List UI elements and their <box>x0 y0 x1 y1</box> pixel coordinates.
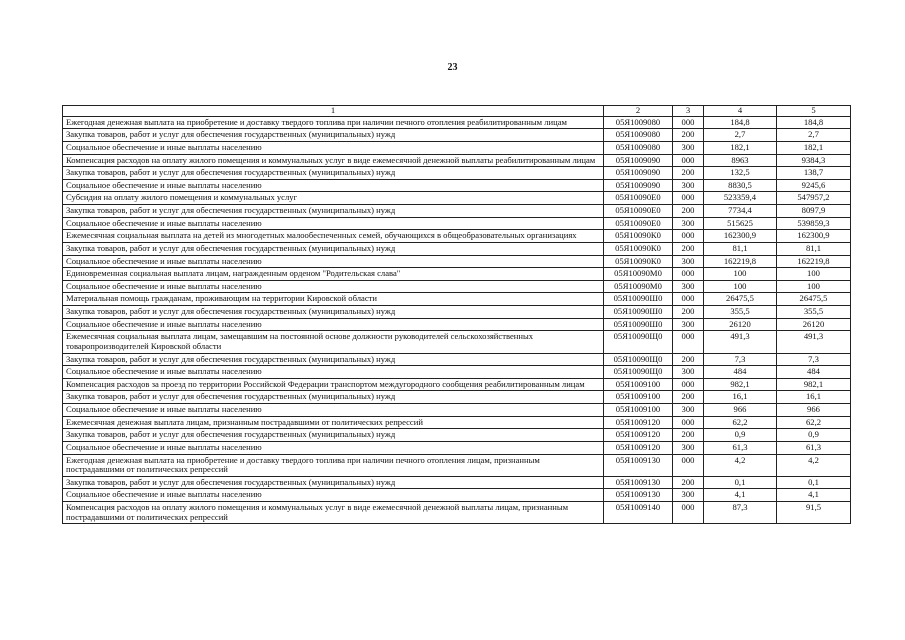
row-type-cell: 000 <box>673 378 704 391</box>
row-type-cell: 000 <box>673 416 704 429</box>
table-body <box>63 116 851 524</box>
row-value-2-cell: 9384,3 <box>777 154 851 167</box>
table-row <box>63 179 851 192</box>
row-value-1-cell: 7734,4 <box>704 205 777 218</box>
row-value-1-cell: 0,9 <box>704 429 777 442</box>
row-code-cell: 05Я10090Е0 <box>604 192 673 205</box>
row-value-1-cell: 100 <box>704 280 777 293</box>
row-name-cell: Социальное обеспечение и иные выплаты населению <box>63 179 604 192</box>
table-row <box>63 129 851 142</box>
table-row <box>63 331 851 353</box>
row-type-cell: 300 <box>673 280 704 293</box>
row-value-1-cell: 7,3 <box>704 353 777 366</box>
row-value-1-cell: 966 <box>704 404 777 417</box>
row-value-2-cell: 162219,8 <box>777 255 851 268</box>
row-name-cell: Материальная помощь гражданам, проживающим на территории Кировской области <box>63 293 604 306</box>
table-row <box>63 404 851 417</box>
row-value-1-cell: 4,2 <box>704 454 777 476</box>
row-code-cell: 05Я1009120 <box>604 429 673 442</box>
row-name-cell: Ежегодная денежная выплата на приобретение и доставку твердого топлива при наличии печного отопления лицам, признанным пострадавшими от политических репрессий <box>63 454 604 476</box>
row-code-cell: 05Я10090К0 <box>604 255 673 268</box>
table-row <box>63 141 851 154</box>
row-type-cell: 300 <box>673 179 704 192</box>
row-value-2-cell: 966 <box>777 404 851 417</box>
row-type-cell: 300 <box>673 141 704 154</box>
row-name-cell: Единовременная социальная выплата лицам, награжденным орденом "Родительская слава" <box>63 268 604 281</box>
row-name-cell: Ежемесячная денежная выплата лицам, признанным пострадавшими от политических репрессий <box>63 416 604 429</box>
row-value-1-cell: 182,1 <box>704 141 777 154</box>
row-code-cell: 05Я10090М0 <box>604 268 673 281</box>
row-type-cell: 000 <box>673 230 704 243</box>
row-value-2-cell: 982,1 <box>777 378 851 391</box>
header-cell-value-2: 5 <box>777 106 851 117</box>
row-value-2-cell: 61,3 <box>777 441 851 454</box>
row-value-1-cell: 162219,8 <box>704 255 777 268</box>
table-row <box>63 167 851 180</box>
row-type-cell: 000 <box>673 268 704 281</box>
row-value-1-cell: 62,2 <box>704 416 777 429</box>
row-value-1-cell: 26475,5 <box>704 293 777 306</box>
row-value-2-cell: 16,1 <box>777 391 851 404</box>
row-value-2-cell: 484 <box>777 366 851 379</box>
row-code-cell: 05Я1009090 <box>604 167 673 180</box>
table-row <box>63 205 851 218</box>
row-type-cell: 300 <box>673 366 704 379</box>
row-name-cell: Закупка товаров, работ и услуг для обеспечения государственных (муниципальных) нужд <box>63 129 604 142</box>
row-code-cell: 05Я1009100 <box>604 378 673 391</box>
row-value-1-cell: 16,1 <box>704 391 777 404</box>
row-value-2-cell: 355,5 <box>777 306 851 319</box>
row-type-cell: 300 <box>673 255 704 268</box>
row-value-2-cell: 138,7 <box>777 167 851 180</box>
row-name-cell: Социальное обеспечение и иные выплаты населению <box>63 366 604 379</box>
table-row <box>63 391 851 404</box>
table-row <box>63 489 851 502</box>
table-row <box>63 416 851 429</box>
header-cell-type: 3 <box>673 106 704 117</box>
row-type-cell: 300 <box>673 489 704 502</box>
row-code-cell: 05Я1009100 <box>604 404 673 417</box>
row-value-2-cell: 81,1 <box>777 242 851 255</box>
table-row <box>63 255 851 268</box>
row-value-2-cell: 182,1 <box>777 141 851 154</box>
row-name-cell: Социальное обеспечение и иные выплаты населению <box>63 280 604 293</box>
row-type-cell: 200 <box>673 242 704 255</box>
row-type-cell: 000 <box>673 331 704 353</box>
row-type-cell: 000 <box>673 154 704 167</box>
header-row <box>63 106 851 117</box>
row-code-cell: 05Я10090Щ0 <box>604 331 673 353</box>
row-value-1-cell: 8963 <box>704 154 777 167</box>
table-row <box>63 192 851 205</box>
row-value-2-cell: 100 <box>777 268 851 281</box>
row-value-1-cell: 162300,9 <box>704 230 777 243</box>
table-row <box>63 154 851 167</box>
row-value-1-cell: 2,7 <box>704 129 777 142</box>
table-row <box>63 242 851 255</box>
row-value-1-cell: 484 <box>704 366 777 379</box>
table-row <box>63 454 851 476</box>
row-type-cell: 200 <box>673 476 704 489</box>
row-value-1-cell: 81,1 <box>704 242 777 255</box>
row-type-cell: 200 <box>673 391 704 404</box>
row-value-2-cell: 0,9 <box>777 429 851 442</box>
row-name-cell: Социальное обеспечение и иные выплаты населению <box>63 318 604 331</box>
row-value-2-cell: 91,5 <box>777 502 851 524</box>
row-value-2-cell: 26120 <box>777 318 851 331</box>
row-code-cell: 05Я1009140 <box>604 502 673 524</box>
row-type-cell: 000 <box>673 502 704 524</box>
table-row <box>63 217 851 230</box>
row-value-2-cell: 4,1 <box>777 489 851 502</box>
row-value-1-cell: 26120 <box>704 318 777 331</box>
row-value-2-cell: 8097,9 <box>777 205 851 218</box>
row-type-cell: 200 <box>673 429 704 442</box>
row-name-cell: Социальное обеспечение и иные выплаты населению <box>63 217 604 230</box>
row-name-cell: Компенсация расходов за проезд по территории Российской Федерации транспортом междугородного сообщения реабилитированным лицам <box>63 378 604 391</box>
budget-table <box>62 105 851 524</box>
row-code-cell: 05Я10090Щ0 <box>604 366 673 379</box>
row-code-cell: 05Я10090К0 <box>604 230 673 243</box>
row-type-cell: 300 <box>673 318 704 331</box>
row-name-cell: Закупка товаров, работ и услуг для обеспечения государственных (муниципальных) нужд <box>63 205 604 218</box>
row-code-cell: 05Я1009130 <box>604 489 673 502</box>
row-value-1-cell: 100 <box>704 268 777 281</box>
row-code-cell: 05Я1009090 <box>604 179 673 192</box>
table-row <box>63 116 851 129</box>
row-value-1-cell: 184,8 <box>704 116 777 129</box>
header-cell-value-1: 4 <box>704 106 777 117</box>
row-value-2-cell: 2,7 <box>777 129 851 142</box>
row-name-cell: Закупка товаров, работ и услуг для обеспечения государственных (муниципальных) нужд <box>63 353 604 366</box>
table-row <box>63 502 851 524</box>
row-value-1-cell: 982,1 <box>704 378 777 391</box>
row-value-2-cell: 539859,3 <box>777 217 851 230</box>
row-value-2-cell: 62,2 <box>777 416 851 429</box>
row-value-1-cell: 0,1 <box>704 476 777 489</box>
row-code-cell: 05Я1009130 <box>604 476 673 489</box>
row-name-cell: Компенсация расходов на оплату жилого помещения и коммунальных услуг в виде ежемесячной денежной выплаты реабилитированным лицам <box>63 154 604 167</box>
row-code-cell: 05Я10090К0 <box>604 242 673 255</box>
row-name-cell: Ежегодная денежная выплата на приобретение и доставку твердого топлива при наличии печного отопления реабилитированным лицам <box>63 116 604 129</box>
row-code-cell: 05Я10090Щ0 <box>604 353 673 366</box>
row-name-cell: Субсидия на оплату жилого помещения и коммунальных услуг <box>63 192 604 205</box>
row-name-cell: Закупка товаров, работ и услуг для обеспечения государственных (муниципальных) нужд <box>63 476 604 489</box>
row-name-cell: Закупка товаров, работ и услуг для обеспечения государственных (муниципальных) нужд <box>63 391 604 404</box>
row-code-cell: 05Я10090Ш0 <box>604 318 673 331</box>
row-value-1-cell: 523359,4 <box>704 192 777 205</box>
row-code-cell: 05Я10090Е0 <box>604 217 673 230</box>
table-row <box>63 318 851 331</box>
row-type-cell: 300 <box>673 217 704 230</box>
row-value-2-cell: 7,3 <box>777 353 851 366</box>
page-number: 23 <box>447 62 458 73</box>
header-cell-name: 1 <box>63 106 604 117</box>
row-type-cell: 300 <box>673 404 704 417</box>
row-name-cell: Закупка товаров, работ и услуг для обеспечения государственных (муниципальных) нужд <box>63 429 604 442</box>
row-value-1-cell: 4,1 <box>704 489 777 502</box>
row-name-cell: Социальное обеспечение и иные выплаты населению <box>63 141 604 154</box>
table-row <box>63 268 851 281</box>
row-name-cell: Социальное обеспечение и иные выплаты населению <box>63 255 604 268</box>
row-name-cell: Закупка товаров, работ и услуг для обеспечения государственных (муниципальных) нужд <box>63 242 604 255</box>
row-type-cell: 200 <box>673 353 704 366</box>
row-code-cell: 05Я1009130 <box>604 454 673 476</box>
row-type-cell: 200 <box>673 129 704 142</box>
row-value-1-cell: 8830,5 <box>704 179 777 192</box>
row-name-cell: Закупка товаров, работ и услуг для обеспечения государственных (муниципальных) нужд <box>63 167 604 180</box>
row-code-cell: 05Я1009090 <box>604 154 673 167</box>
row-name-cell: Социальное обеспечение и иные выплаты населению <box>63 404 604 417</box>
row-code-cell: 05Я1009120 <box>604 441 673 454</box>
row-name-cell: Ежемесячная социальная выплата лицам, замещавшим на постоянной основе должности руководителей сельскохозяйственных товаропроизводителей Кировской области <box>63 331 604 353</box>
row-code-cell: 05Я10090Е0 <box>604 205 673 218</box>
row-type-cell: 200 <box>673 306 704 319</box>
table-row <box>63 230 851 243</box>
row-name-cell: Закупка товаров, работ и услуг для обеспечения государственных (муниципальных) нужд <box>63 306 604 319</box>
row-value-2-cell: 9245,6 <box>777 179 851 192</box>
row-value-1-cell: 355,5 <box>704 306 777 319</box>
row-code-cell: 05Я1009080 <box>604 141 673 154</box>
row-code-cell: 05Я10090М0 <box>604 280 673 293</box>
row-type-cell: 200 <box>673 205 704 218</box>
row-type-cell: 000 <box>673 454 704 476</box>
row-name-cell: Компенсация расходов на оплату жилого помещения и коммунальных услуг в виде ежемесячной денежной выплаты лицам, признанным пострадавшими от политических репрессий <box>63 502 604 524</box>
row-value-1-cell: 87,3 <box>704 502 777 524</box>
row-type-cell: 300 <box>673 441 704 454</box>
row-code-cell: 05Я10090Ш0 <box>604 293 673 306</box>
table-row <box>63 441 851 454</box>
row-type-cell: 000 <box>673 192 704 205</box>
row-code-cell: 05Я10090Ш0 <box>604 306 673 319</box>
row-code-cell: 05Я1009100 <box>604 391 673 404</box>
row-code-cell: 05Я1009080 <box>604 129 673 142</box>
row-name-cell: Социальное обеспечение и иные выплаты населению <box>63 489 604 502</box>
row-value-1-cell: 132,5 <box>704 167 777 180</box>
row-name-cell: Социальное обеспечение и иные выплаты населению <box>63 441 604 454</box>
row-value-2-cell: 547957,2 <box>777 192 851 205</box>
row-value-1-cell: 491,3 <box>704 331 777 353</box>
row-type-cell: 000 <box>673 116 704 129</box>
table-row <box>63 366 851 379</box>
header-cell-code: 2 <box>604 106 673 117</box>
row-value-2-cell: 100 <box>777 280 851 293</box>
table-row <box>63 293 851 306</box>
row-type-cell: 000 <box>673 293 704 306</box>
table-row <box>63 353 851 366</box>
table-row <box>63 476 851 489</box>
row-name-cell: Ежемесячная социальная выплата на детей из многодетных малообеспеченных семей, обучающихся в общеобразовательных организациях <box>63 230 604 243</box>
row-code-cell: 05Я1009080 <box>604 116 673 129</box>
row-value-1-cell: 61,3 <box>704 441 777 454</box>
row-value-2-cell: 184,8 <box>777 116 851 129</box>
row-value-1-cell: 515625 <box>704 217 777 230</box>
table-row <box>63 429 851 442</box>
row-code-cell: 05Я1009120 <box>604 416 673 429</box>
row-value-2-cell: 4,2 <box>777 454 851 476</box>
table-row <box>63 306 851 319</box>
row-value-2-cell: 26475,5 <box>777 293 851 306</box>
table-row <box>63 280 851 293</box>
row-value-2-cell: 491,3 <box>777 331 851 353</box>
row-value-2-cell: 162300,9 <box>777 230 851 243</box>
table-row <box>63 378 851 391</box>
row-type-cell: 200 <box>673 167 704 180</box>
row-value-2-cell: 0,1 <box>777 476 851 489</box>
